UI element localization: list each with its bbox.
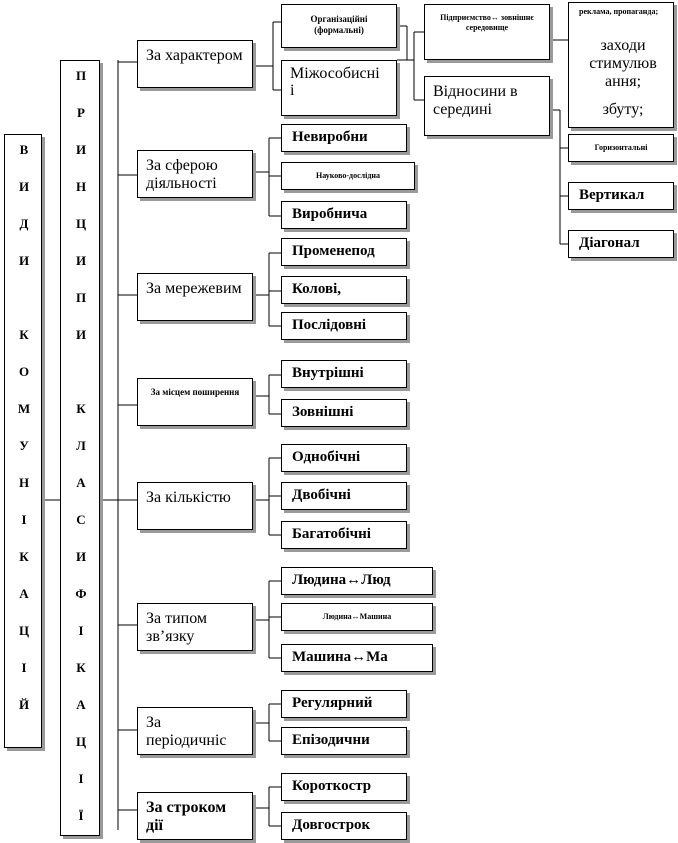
category-label: За мережевим: [146, 280, 242, 297]
leaf-interpersonal: [281, 60, 397, 116]
category-label: За строком дії: [146, 799, 227, 834]
classification-principles-box: [60, 60, 100, 836]
title-letter: Й: [18, 697, 30, 712]
title-letter: Ц: [18, 623, 30, 638]
leaf-label: Колові,: [292, 281, 341, 297]
leaf-research: [281, 162, 415, 190]
leaf-sequential: [281, 312, 407, 340]
title-letter: А: [76, 697, 86, 712]
leaf-label: Внутрішні: [292, 365, 364, 381]
title-letter: И: [75, 549, 87, 564]
leaf-label: Вертикал: [579, 187, 645, 203]
category-label: За місцем поширення: [150, 387, 240, 397]
category-label: За характером: [146, 47, 243, 64]
leaf-label: Горизонтальні: [594, 143, 648, 152]
leaf-episodic: [281, 727, 407, 755]
title-letter: И: [75, 327, 87, 342]
leaf-external: [281, 399, 407, 427]
category-by-place: [137, 378, 253, 426]
category-label: За типом зв’язку: [146, 610, 208, 645]
external-measures-line-2: заходи стимулюв ання;: [589, 37, 657, 90]
title-letter: К: [76, 401, 86, 416]
leaf-organizational-formal: [281, 4, 397, 48]
enterprise-environment-box: [424, 4, 550, 60]
category-label: За кількістю: [146, 489, 231, 506]
external-measures-line-3: збуту;: [602, 101, 644, 118]
title-letter: С: [76, 512, 86, 527]
title-letter: І: [78, 623, 84, 638]
leaf-label: Регулярний: [292, 695, 373, 711]
title-letter: О: [18, 364, 30, 379]
leaf-multi-sided: [281, 521, 407, 549]
leaf-horizontal: [568, 134, 674, 162]
title-letter: И: [75, 142, 87, 157]
title-letter: И: [75, 253, 87, 268]
title-letter: В: [19, 142, 29, 157]
title-letter: А: [76, 475, 86, 490]
category-by-quantity: [137, 482, 253, 530]
leaf-label: Епізодични: [292, 732, 370, 748]
category-by-link-type: [137, 603, 253, 651]
leaf-label: Машина↔Ма: [292, 649, 388, 665]
leaf-machine-machine: [281, 644, 433, 672]
leaf-label: Невиробни: [292, 129, 368, 145]
leaf-label: Довгострок: [292, 817, 371, 833]
title-letter: А: [19, 586, 29, 601]
category-by-term: [137, 792, 253, 840]
leaf-label: Багатобічні: [292, 526, 371, 542]
category-by-sphere: [137, 150, 253, 198]
branch-label: Відносини в середині: [433, 83, 518, 118]
category-label: За періодичніс: [146, 714, 227, 749]
leaf-regular: [281, 690, 407, 718]
leaf-two-sided: [281, 482, 407, 510]
leaf-non-production: [281, 124, 407, 152]
leaf-vertical: [568, 182, 674, 210]
title-letter: М: [17, 401, 31, 416]
title-letter: Л: [76, 438, 86, 453]
title-letter: І: [21, 512, 27, 527]
title-letter: Ї: [78, 808, 84, 823]
category-by-network: [137, 273, 253, 321]
leaf-one-sided: [281, 444, 407, 472]
leaf-human-human: [281, 567, 433, 595]
title-letter: Ф: [75, 586, 87, 601]
leaf-label: Променепод: [292, 243, 375, 259]
leaf-radial: [281, 238, 407, 266]
leaf-label: Людина↔Машина: [322, 612, 392, 621]
title-letter: Н: [75, 179, 87, 194]
leaf-production: [281, 201, 407, 229]
branch-label: Підприємство↔ зовнішнє середовище: [440, 13, 534, 32]
leaf-label: Короткостр: [292, 778, 372, 794]
title-letter: К: [19, 549, 29, 564]
leaf-label: Людина↔Люд: [292, 572, 391, 588]
leaf-human-machine: [281, 603, 433, 631]
title-letter: І: [21, 660, 27, 675]
leaf-long-term: [281, 812, 407, 840]
leaf-label: Зовнішні: [292, 404, 354, 420]
title-letter: У: [19, 438, 29, 453]
leaf-label: Двобічні: [292, 487, 351, 503]
title-letter: Н: [18, 475, 30, 490]
title-letter: И: [18, 253, 30, 268]
title-letter: І: [78, 771, 84, 786]
title-letter: И: [18, 179, 30, 194]
leaf-label: Однобічні: [292, 449, 361, 465]
leaf-label: Науково-дослідна: [315, 171, 380, 180]
category-by-periodicity: [137, 707, 253, 755]
title-letter: К: [76, 660, 86, 675]
leaf-internal: [281, 360, 407, 388]
title-letter: К: [19, 327, 29, 342]
external-measures-line-1: реклама, пропаганда;: [579, 7, 659, 16]
leaf-label: Діагонал: [579, 235, 640, 251]
leaf-label: Послідовні: [292, 317, 367, 333]
title-letter: П: [75, 68, 87, 83]
category-by-character: [137, 40, 253, 88]
leaf-circular: [281, 276, 407, 304]
leaf-short-term: [281, 773, 407, 801]
title-letter: Д: [19, 216, 29, 231]
title-letter: П: [75, 290, 87, 305]
leaf-diagonal: [568, 230, 674, 258]
leaf-label: Виробнича: [292, 206, 368, 222]
category-label: За сферою діяльності: [146, 157, 218, 192]
communication-types-title: [5, 143, 42, 735]
title-letter: Ц: [75, 216, 87, 231]
leaf-label: Міжособисні і: [290, 65, 380, 99]
leaf-label: Організаційні (формальні): [310, 14, 368, 35]
title-letter: Ц: [75, 734, 87, 749]
title-letter: Р: [77, 105, 85, 120]
inner-relations-box: [424, 76, 550, 136]
classification-principles-title: [61, 69, 100, 836]
external-measures-box: [568, 2, 674, 128]
communication-types-box: [4, 134, 42, 748]
